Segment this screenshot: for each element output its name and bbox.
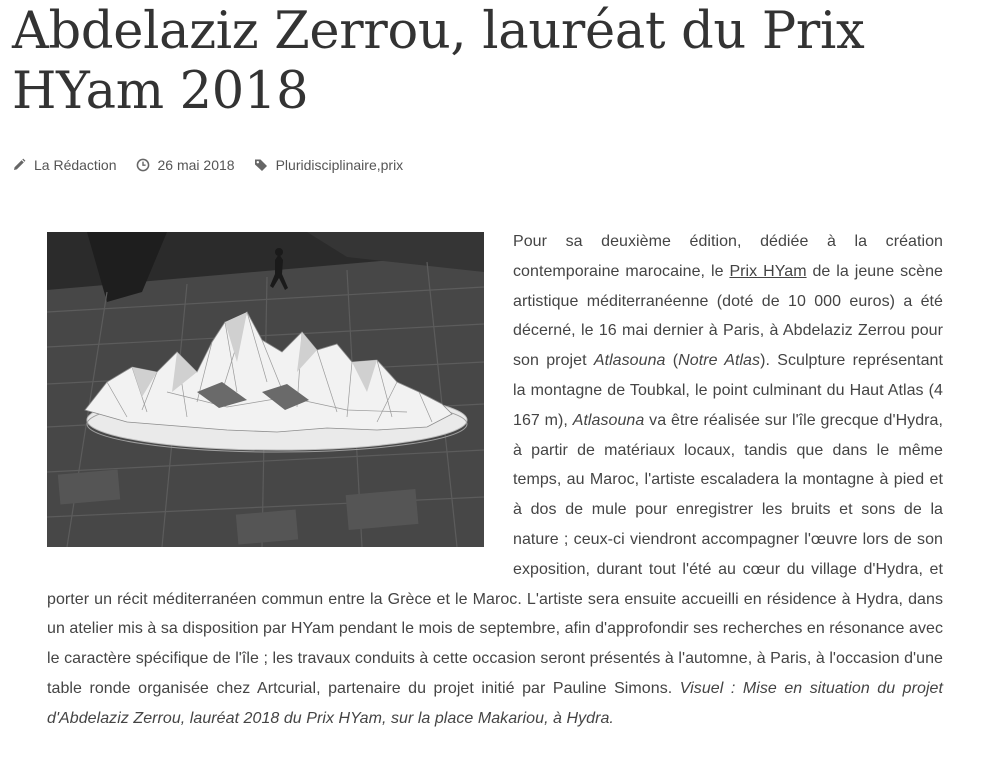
meta-date	[136, 157, 235, 173]
author-link[interactable]: La Rédaction	[34, 157, 117, 173]
date-link[interactable]: 26 mai 2018	[157, 157, 235, 173]
pencil-icon	[12, 158, 26, 172]
tag-icon	[254, 158, 268, 172]
body-text-2: de la jeune scène artistique méditerranéenne (doté de 10 000 euros) a été décerné, le 16 mai dernier à Paris, à Abdelaziz Zerrou pour son projet	[513, 262, 944, 370]
article-title: Abdelaziz Zerrou, lauréat du Prix HYam 2018	[12, 2, 865, 121]
body-text-1: Pour sa deuxième édition, dédiée à la création contemporaine marocaine, le	[513, 233, 943, 280]
category-separator: ,	[376, 157, 381, 173]
meta-categories	[254, 157, 404, 173]
project-title-translation: Notre Atlas	[678, 352, 761, 370]
post-meta	[12, 155, 422, 175]
project-title-repeat: Atlasouna	[572, 411, 645, 429]
clock-icon	[136, 158, 150, 172]
category-link-pluridisciplinaire[interactable]: Pluridisciplinaire	[275, 157, 377, 173]
article-image	[47, 232, 484, 547]
project-title: Atlasouna	[593, 352, 666, 370]
article-body	[47, 227, 943, 734]
body-text-5: va être réalisée sur l'île grecque d'Hydra, à partir de matériaux locaux, tandis que dans le même temps, au Maroc, l'artiste escaladera la montagne à pied et à dos de mule pour enregistrer les bruits et sons de la nature ; ceux-ci viendront accompagner l'œuvre lors de son exposition, durant tout l'été au cœur du village d'Hydra, et porter un récit méditerranéen commun entre la Grèce et le Maroc. L'artiste sera ensuite accueilli en résidence à Hydra, dans un atelier mis à sa disposition par HYam pendant le mois de septembre, afin d'approfondir ses recherches en résonance avec le caractère spécifique de l'île ; les travaux conduits à cette occasion seront présentés à l'automne, à Paris, à l'occasion d'une table ronde organisée chez Artcurial, partenaire du projet initié par Pauline Simons.	[47, 411, 943, 697]
body-text-3: (	[665, 352, 679, 370]
image-caption: Visuel : Mise en situation du projet d'Abdelaziz Zerrou, lauréat 2018 du Prix HYam, sur la place Makariou, à Hydra.	[47, 679, 943, 727]
meta-author	[12, 157, 117, 173]
body-text-4: ). Sculpture représentant la montagne de Toubkal, le point culminant du Haut Atlas (4 167 m),	[513, 352, 943, 429]
category-link-prix[interactable]: prix	[380, 157, 404, 173]
prix-hyam-link[interactable]: Prix HYam	[729, 262, 807, 280]
